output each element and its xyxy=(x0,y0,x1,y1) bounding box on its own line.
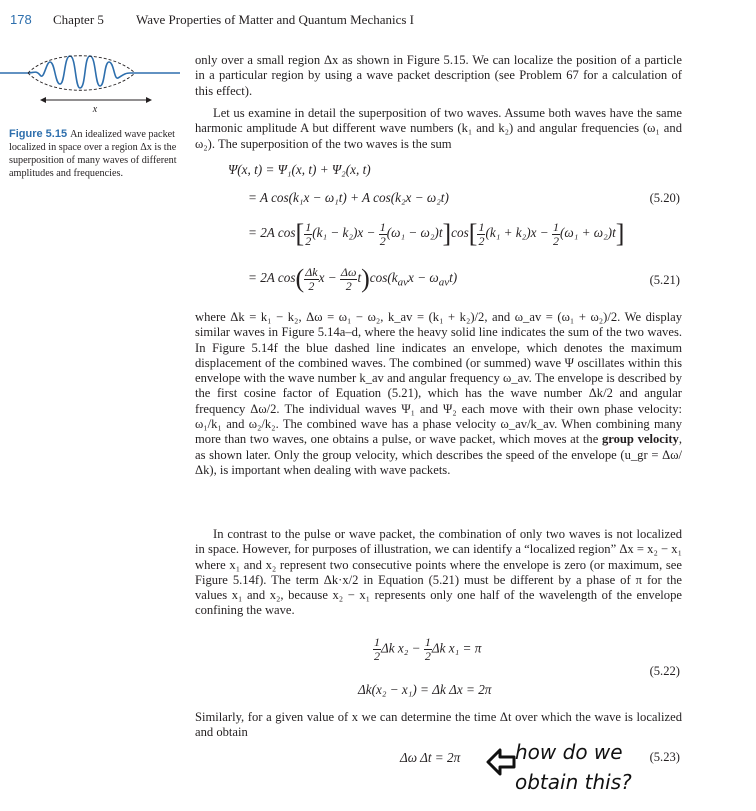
wave-packet-figure xyxy=(0,48,180,120)
envelope-upper xyxy=(28,56,135,73)
handwritten-question-line2: obtain this? xyxy=(515,770,632,794)
paragraph-3 xyxy=(195,310,682,478)
equation-5-21: = 2A cos( $\frac{\Delta k}{2}$ x − $\frac{\Delta\omega}{2}$ $t)\cos(k_{av}x - \omega_{av}t)$ xyxy=(248,264,458,293)
wave-packet-curve xyxy=(0,56,180,88)
figure-caption xyxy=(9,128,187,180)
equation-number-5-20: (5.20) xyxy=(649,191,680,205)
equation-5-23: Δω Δt = 2π xyxy=(400,750,461,765)
equation-number-5-22: (5.22) xyxy=(649,664,680,678)
equation-5-20: = A cos(k₁x − ω₁t) + A cos(k₂x − ω₂t) xyxy=(248,190,449,205)
figure-caption-label: Figure 5.15 xyxy=(9,128,68,140)
paragraph-4: In contrast to the pulse or wave packet, the combination of only two waves is not localized in space. However, for purposes of illustration, we can identify a “localized region” Δx = x₂ − x₁ where x₁ and x₂ represent two consecutive points where the envelope is zero (or maximum, see Figure 5.14f). The term Δk·x/2 in Equation (5.21) must be different by a phase of π for the values x₁ and x₂, because x₂ − x₁ represents only one half of the wavelength of the envelope confining the wave. xyxy=(195,527,682,618)
figure-caption-text: An idealized wave packet localized in space over a region Δx is the superposition of many waves of different amplitudes and frequencies. xyxy=(9,129,177,179)
figure-axis-label: x xyxy=(92,104,98,115)
group-velocity-term: group velocity xyxy=(601,432,679,447)
chapter-title: Wave Properties of Matter and Quantum Mechanics I xyxy=(136,12,415,27)
paragraph-2: Let us examine in detail the superposition of two waves. Assume both waves have the same harmonic amplitude A but different wave numbers (k₁ and k₂) and angular frequencies (ω₁ and ω₂). The superposition of the two waves is the sum xyxy=(195,106,682,151)
page-number: 178 xyxy=(10,12,32,27)
equation-psi-sum: Ψ(x, t) = Ψ₁(x, t) + Ψ₂(x, t) xyxy=(228,162,371,177)
handwritten-question xyxy=(515,737,632,797)
chapter-label: Chapter 5 xyxy=(53,12,104,27)
page-header xyxy=(0,8,756,32)
equation-5-22-line1: $\frac{1}{2}$ Δk x₂ − $\frac{1}{2}$ Δk x₁ = π xyxy=(374,635,482,663)
equation-number-5-21: (5.21) xyxy=(649,273,680,287)
paragraph-3-text-a: where Δk = k₁ − k₂, Δω = ω₁ − ω₂, k_av = (k₁ + k₂)/2, and ω_av = (ω₁ + ω₂)/2. We display similar waves in Figure 5.14a–d, where the heavy solid line indicates the sum of the two waves. In Figure 5.14f the blue dashed line indicates an envelope, which denotes the maximum displacement of the combined waves. The combined (or summed) wave Ψ oscillates within this envelope with the wave number k_av and angular frequency ω_av. The envelope is described by the first cosine factor of Equation (5.21), which has the wave number Δk/2 and angular frequency Δω/2. The individual waves Ψ₁ and Ψ₂ each move with their own phase velocity: ω₁/k₁ and ω₂/k₂. The combined wave has a phase velocity ω_av/k_av. When combining many more than two waves, one obtains a pulse, or wave packet, which moves at the xyxy=(195,310,682,447)
left-arrow-icon xyxy=(486,748,516,776)
paragraph-1: only over a small region Δx as shown in Figure 5.15. We can localize the position of a particle in a particular region by using a wave packet description (see Problem 67 for a calculation of this effect). xyxy=(195,53,682,98)
handwritten-question-line1: how do we xyxy=(515,740,623,764)
equation-number-5-23: (5.23) xyxy=(649,750,680,764)
paragraph-3-text-b: , as shown later. Only the group velocity, which describes the speed of the envelope (u_gr = Δω/Δk), is important when dealing with wave packets. xyxy=(195,432,683,477)
equation-2a-cos-expanded: = 2A cos[ $\frac{1}{2}$ (k₁ − k₂)x − $\frac{1}{2}$ (ω₁ − ω₂)t]cos[ $\frac{1}{2}$ (k₁ + k₂)x − $\frac{1}{2}$ (ω₁ + ω₂)t] xyxy=(248,219,625,248)
equation-5-22-line2: Δk(x₂ − x₁) = Δk Δx = 2π xyxy=(358,682,492,697)
paragraph-5: Similarly, for a given value of x we can determine the time Δt over which the wave is localized and obtain xyxy=(195,710,682,740)
